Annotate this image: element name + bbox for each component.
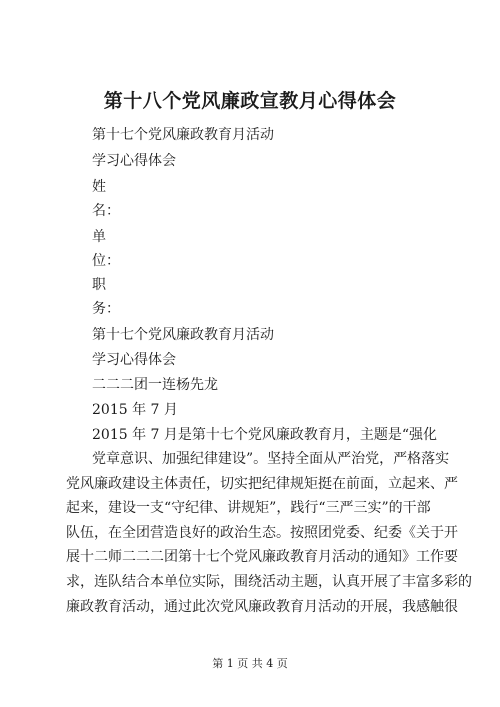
body-line: 求，连队结合本单位实际，围绕活动主题，认真开展了丰富多彩的 <box>66 574 472 590</box>
body-line: 展十二师二二二团第十七个党风廉政教育月活动的通知》工作要 <box>66 549 458 565</box>
header-line: 单 <box>92 229 106 245</box>
body-line: 队伍，在全团营造良好的政治生态。按照团党委、纪委《关于开 <box>66 525 458 541</box>
document-title: 第十八个党风廉政宣教月心得体会 <box>103 90 397 112</box>
header-line: 学习心得体会 <box>92 153 176 169</box>
header-line: 位： <box>92 253 120 269</box>
header-line: 第十七个党风廉政教育月活动 <box>92 127 274 143</box>
body-line: 廉政教育活动，通过此次党风廉政教育月活动的开展，我感触很 <box>66 599 458 615</box>
header-line: 第十七个党风廉政教育月活动 <box>92 327 274 343</box>
header-line: 二二二团一连杨先龙 <box>92 377 218 393</box>
header-line: 职 <box>92 277 106 293</box>
header-line: 名： <box>92 203 120 219</box>
header-line: 姓 <box>92 179 106 195</box>
header-line: 2015 年 7 月 <box>92 402 178 418</box>
body-line: 党章意识、加强纪律建设”。坚持全面从严治党，严格落实 <box>92 451 450 467</box>
body-line: 党风廉政建设主体责任，切实把纪律规矩挺在前面，立起来、严 <box>66 476 458 492</box>
body-line: 起来，建设一支“守纪律、讲规矩”，践行“三严三实”的干部 <box>66 500 431 516</box>
body-line: 2015 年 7 月是第十七个党风廉政教育月，主题是“强化 <box>92 427 438 443</box>
header-line: 学习心得体会 <box>92 352 176 368</box>
header-line: 务： <box>92 301 120 317</box>
page-footer: 第 1 页 共 4 页 <box>212 657 288 670</box>
